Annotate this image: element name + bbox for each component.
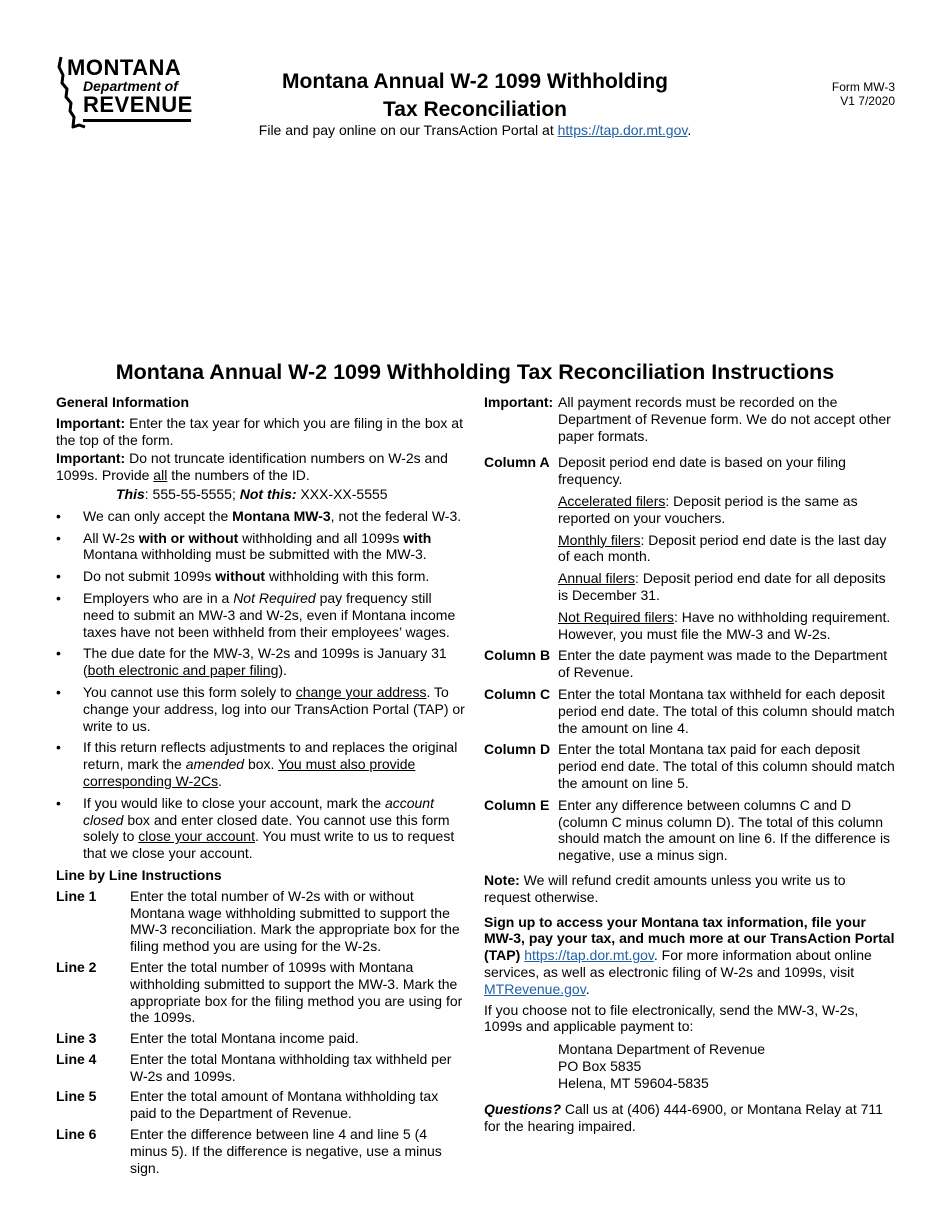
portal-subline (200, 122, 750, 139)
list-item: • The due date for the MW-3, W-2s and 1099s is January 31 (both electronic and paper filing). (56, 645, 466, 679)
logo-revenue-text: REVENUE (83, 92, 193, 117)
important-id-numbers: Important: Do not truncate identification numbers on W-2s and 1099s. Provide all the numbers of the ID. (56, 450, 448, 484)
right-column (484, 394, 896, 1135)
address-line: Helena, MT 59604-5835 (558, 1074, 709, 1091)
subline-end: . (687, 122, 692, 138)
form-title-line2: Tax Reconciliation (383, 98, 567, 121)
general-info-heading: General Information (56, 394, 190, 410)
logo-underline (83, 119, 191, 122)
refund-note: Note: We will refund credit amounts unless you write us to request otherwise. (484, 871, 846, 905)
list-item: • We can only accept the Montana MW-3, not the federal W-3. (56, 508, 466, 525)
list-item: • Employers who are in a Not Required pay frequency still need to submit an MW-3 and W-2s, even if Montana income taxes have not been withheld from their employees’ wages. (56, 590, 466, 640)
address-line: PO Box 5835 (558, 1057, 642, 1074)
mailing-address (484, 1041, 896, 1091)
form-id-block (790, 80, 895, 108)
signup-paragraph: Sign up to access your Montana tax information, file your MW-3, pay your tax, and much more at our TransAction Portal (TAP) https://tap.dor.mt.gov. For more information about online services, as well as electronic filing of W-2s and 1099s, visit MTRevenue.gov. (484, 913, 895, 997)
list-item: • If you would like to close your account, mark the account closed box and enter closed date. You cannot use this form solely to close your account. You must write to us to request that we close your account. (56, 795, 466, 862)
address-line: Montana Department of Revenue (558, 1041, 766, 1058)
questions-contact: Questions? Call us at (406) 444-6900, or Montana Relay at 711 for the hearing impaired. (484, 1101, 883, 1135)
form-number: Form MW-3 (831, 80, 895, 94)
column-e-instruction: Column E Enter any difference between columns C and D (column C minus column D). The total of this column should match the amount on line 6. If the difference is negative, use a minus sign. (484, 796, 891, 864)
mail-instructions: If you choose not to file electronically, send the MW-3, W-2s, 1099s and applicable payment to: (484, 1001, 859, 1035)
important-tax-year: Important: Enter the tax year for which you are filing in the box at the top of the form. (56, 414, 463, 448)
accelerated-filers: Accelerated filers: Deposit period is the same as reported on your vouchers. (558, 492, 858, 526)
column-d-instruction: Column D Enter the total Montana tax paid for each deposit period end date. The total of this column should match the amount on line 5. (484, 741, 895, 791)
tap-portal-link-2[interactable]: https://tap.dor.mt.gov (524, 947, 654, 964)
tap-portal-link[interactable]: https://tap.dor.mt.gov (557, 122, 688, 138)
subline-text: File and pay online on our TransAction Portal at (258, 122, 558, 138)
logo-department-text: Department of (83, 78, 178, 94)
form-title (240, 68, 710, 124)
line-by-line-heading: Line by Line Instructions (56, 866, 222, 883)
line-2-instruction: Line 2 Enter the total number of 1099s with Montana withholding submitted to support the MW-3. Mark the appropriate box for the filing method you are using for the 1099s. (56, 958, 463, 1026)
line-5-instruction: Line 5 Enter the total amount of Montana withholding tax paid to the Department of Revenue. (56, 1088, 439, 1122)
form-title-line1: Montana Annual W-2 1099 Withholding (282, 70, 668, 93)
list-item: • Do not submit 1099s without withholding with this form. (56, 568, 466, 585)
line-6-instruction: Line 6 Enter the difference between line 4 and line 5 (4 minus 5). If the difference is negative, use a minus sign. (56, 1126, 442, 1176)
general-bullet-list (56, 508, 466, 862)
mtrevenue-link[interactable]: MTRevenue.gov (484, 980, 586, 997)
annual-filers: Annual filers: Deposit period end date for all deposits is December 31. (558, 570, 886, 603)
line-3-instruction: Line 3 Enter the total Montana income paid. (56, 1030, 359, 1047)
form-version: V1 7/2020 (840, 94, 895, 108)
instructions-title: Montana Annual W-2 1099 Withholding Tax Reconciliation Instructions (115, 360, 835, 384)
column-b-instruction: Column B Enter the date payment was made to the Department of Revenue. (484, 647, 888, 681)
list-item: • If this return reflects adjustments to and replaces the original return, mark the amended box. You must also provide corresponding W-2Cs. (56, 739, 466, 789)
montana-dor-logo (55, 55, 195, 133)
line-1-instruction: Line 1 Enter the total number of W-2s with or without Montana wage withholding submitted to support the MW-3 reconciliation. Mark the appropriate box for the filing method you are using for the W-2s. (56, 887, 460, 955)
list-item: • All W-2s with or without withholding and all 1099s with Montana withholding must be submitted with the MW-3. (56, 530, 466, 564)
important-payment-records: Important: All payment records must be recorded on the Department of Revenue form. We do not accept other paper formats. (484, 394, 891, 444)
monthly-filers: Monthly filers: Deposit period end date is the last day of each month. (558, 531, 887, 565)
id-example: This: 555-55-5555; Not this: XXX-XX-5555 (116, 485, 388, 502)
list-item: • You cannot use this form solely to change your address. To change your address, log into our TransAction Portal (TAP) or write to us. (56, 684, 466, 734)
line-4-instruction: Line 4 Enter the total Montana withholding tax withheld per W-2s and 1099s. (56, 1050, 452, 1084)
logo-montana-text: MONTANA (67, 55, 182, 80)
not-required-filers: Not Required filers: Have no withholding requirement. However, you must file the MW-3 and W-2s. (558, 608, 891, 642)
left-column (56, 394, 466, 1180)
column-c-instruction: Column C Enter the total Montana tax withheld for each deposit period end date. The total of this column should match the amount on line 4. (484, 685, 895, 736)
column-a-instruction: Column A Deposit period end date is based on your filing frequency. Accelerated filers: Deposit period is the same as reported on your vouchers. Monthly filers: Deposit period end date is the last day of each month. Annual filers: Deposit period end date for all deposits is December 31. Not Required filers: Have no withholding requirement. However, you must file the MW-3 and W-2s. (484, 454, 896, 642)
